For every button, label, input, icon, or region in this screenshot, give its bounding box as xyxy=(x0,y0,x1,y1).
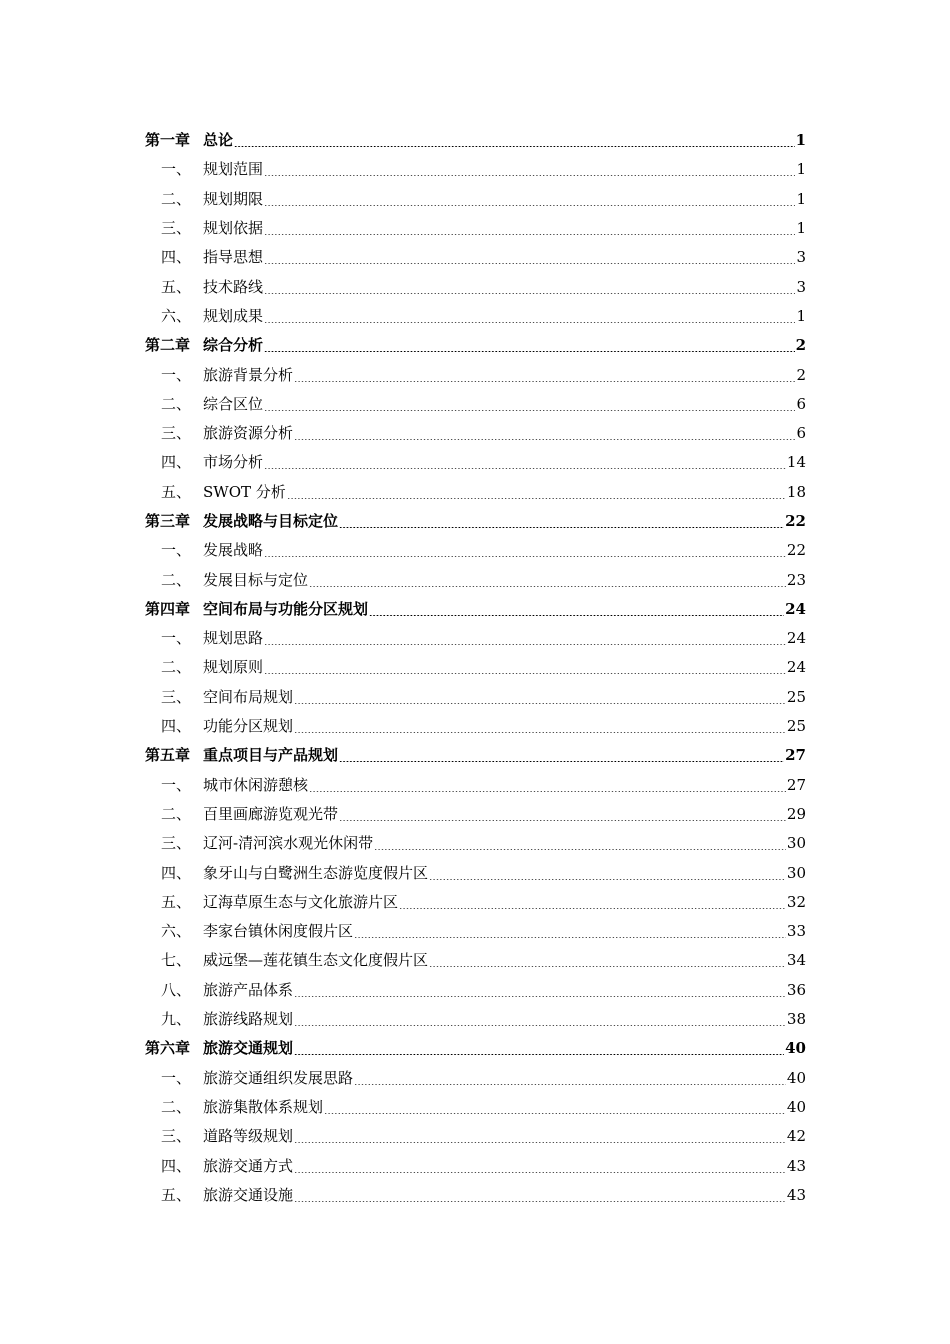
dot-leader xyxy=(294,1201,786,1202)
toc-section-entry[interactable] xyxy=(145,390,806,419)
toc-entry-title: 旅游交通方式 xyxy=(203,1156,294,1175)
toc-section-entry[interactable] xyxy=(145,829,806,858)
dot-leader xyxy=(287,498,786,499)
toc-section-entry[interactable] xyxy=(145,565,806,594)
toc-entry-number: 八、 xyxy=(161,980,192,999)
toc-page-number: 1 xyxy=(796,306,806,325)
toc-page-number: 3 xyxy=(796,277,806,296)
toc-page-number: 25 xyxy=(786,687,806,706)
toc-entry-title: 综合区位 xyxy=(203,394,264,413)
dot-leader xyxy=(264,673,786,674)
toc-entry-number: 五、 xyxy=(161,482,192,501)
toc-entry-title: 旅游背景分析 xyxy=(203,365,294,384)
toc-entry-title: 旅游产品体系 xyxy=(203,980,294,999)
toc-section-entry[interactable] xyxy=(145,155,806,184)
toc-page-number: 40 xyxy=(786,1097,806,1116)
toc-section-entry[interactable] xyxy=(145,1181,806,1210)
toc-section-entry[interactable] xyxy=(145,478,806,507)
toc-page-number: 24 xyxy=(785,599,806,618)
toc-section-entry[interactable] xyxy=(145,1093,806,1122)
toc-entry-number: 一、 xyxy=(161,1068,192,1087)
toc-entry-number: 一、 xyxy=(161,160,192,179)
toc-page-number: 38 xyxy=(786,1010,806,1029)
toc-entry-number: 三、 xyxy=(161,687,192,706)
toc-entry-title: 旅游交通组织发展思路 xyxy=(203,1068,354,1087)
toc-section-entry[interactable] xyxy=(145,888,806,917)
toc-page-number: 25 xyxy=(786,717,806,736)
toc-entry-title: 技术路线 xyxy=(203,277,264,296)
toc-section-entry[interactable] xyxy=(145,858,806,887)
toc-entry-title: 总论 xyxy=(203,131,234,150)
toc-chapter-entry[interactable] xyxy=(145,507,806,536)
dot-leader xyxy=(339,820,786,821)
toc-entry-number: 二、 xyxy=(161,189,192,208)
toc-page-number: 6 xyxy=(796,394,806,413)
toc-entry-number: 第二章 xyxy=(145,336,191,355)
toc-entry-title: 旅游线路规划 xyxy=(203,1010,294,1029)
toc-page-number: 14 xyxy=(786,453,806,472)
toc-page-number: 22 xyxy=(785,512,806,530)
toc-entry-title: 发展战略 xyxy=(203,541,264,560)
dot-leader xyxy=(399,908,786,909)
toc-section-entry[interactable] xyxy=(145,653,806,682)
toc-section-entry[interactable] xyxy=(145,185,806,214)
toc-entry-title: 规划期限 xyxy=(203,189,264,208)
toc-entry-title: 城市休闲游憩核 xyxy=(203,775,309,794)
toc-section-entry[interactable] xyxy=(145,1122,806,1151)
toc-entry-number: 第六章 xyxy=(145,1039,191,1058)
toc-entry-title: 发展战略与目标定位 xyxy=(203,512,339,530)
toc-entry-title: 综合分析 xyxy=(203,336,264,355)
dot-leader xyxy=(294,1054,784,1055)
toc-entry-number: 二、 xyxy=(161,804,192,823)
toc-page-number: 42 xyxy=(786,1127,806,1146)
dot-leader xyxy=(369,615,784,616)
toc-page-number: 43 xyxy=(786,1185,806,1204)
toc-entry-number: 第三章 xyxy=(145,512,191,530)
toc-entry-title: 百里画廊游览观光带 xyxy=(203,804,339,823)
toc-chapter-entry[interactable] xyxy=(145,1034,806,1063)
toc-section-entry[interactable] xyxy=(145,302,806,331)
dot-leader xyxy=(264,468,786,469)
toc-entry-title: 规划依据 xyxy=(203,219,264,238)
toc-entry-title: 旅游交通规划 xyxy=(203,1039,294,1058)
toc-section-entry[interactable] xyxy=(145,917,806,946)
toc-entry-title: 旅游交通设施 xyxy=(203,1185,294,1204)
dot-leader xyxy=(309,791,786,792)
toc-page-number: 32 xyxy=(786,892,806,911)
toc-entry-number: 一、 xyxy=(161,775,192,794)
toc-chapter-entry[interactable] xyxy=(145,331,806,360)
dot-leader xyxy=(264,205,795,206)
dot-leader xyxy=(264,293,795,294)
dot-leader xyxy=(339,761,784,762)
toc-entry-number: 六、 xyxy=(161,922,192,941)
toc-chapter-entry[interactable] xyxy=(145,741,806,770)
toc-page-number: 27 xyxy=(786,775,806,794)
toc-page-number: 24 xyxy=(786,658,806,677)
dot-leader xyxy=(264,234,795,235)
dot-leader xyxy=(354,1084,786,1085)
toc-page-number: 40 xyxy=(785,1039,806,1058)
toc-entry-number: 二、 xyxy=(161,570,192,589)
toc-page-number: 24 xyxy=(786,629,806,648)
dot-leader xyxy=(339,527,784,528)
dot-leader xyxy=(294,1142,786,1143)
toc-section-entry[interactable] xyxy=(145,946,806,975)
dot-leader xyxy=(429,879,786,880)
toc-section-entry[interactable] xyxy=(145,712,806,741)
dot-leader xyxy=(264,556,786,557)
toc-entry-title: 重点项目与产品规划 xyxy=(203,746,339,765)
toc-entry-title: 辽河-清河滨水观光休闲带 xyxy=(203,834,374,853)
toc-page-number: 6 xyxy=(796,424,806,443)
toc-section-entry[interactable] xyxy=(145,976,806,1005)
toc-page-number: 34 xyxy=(786,951,806,970)
toc-entry-number: 一、 xyxy=(161,629,192,648)
toc-section-entry[interactable] xyxy=(145,272,806,301)
toc-entry-number: 二、 xyxy=(161,394,192,413)
toc-page-number: 30 xyxy=(786,834,806,853)
toc-section-entry[interactable] xyxy=(145,243,806,272)
toc-page-number: 1 xyxy=(796,219,806,238)
toc-entry-title: 指导思想 xyxy=(203,248,264,267)
toc-entry-number: 第一章 xyxy=(145,131,191,150)
dot-leader xyxy=(234,146,795,147)
toc-entry-title: 规划成果 xyxy=(203,306,264,325)
toc-entry-title: 旅游资源分析 xyxy=(203,424,294,443)
toc-entry-number: 四、 xyxy=(161,1156,192,1175)
dot-leader xyxy=(294,996,786,997)
toc-section-entry[interactable] xyxy=(145,683,806,712)
dot-leader xyxy=(264,644,786,645)
toc-entry-title: 旅游集散体系规划 xyxy=(203,1097,324,1116)
toc-entry-title: 规划思路 xyxy=(203,629,264,648)
toc-entry-title: 规划原则 xyxy=(203,658,264,677)
toc-page-number: 18 xyxy=(786,482,806,501)
toc-entry-number: 二、 xyxy=(161,658,192,677)
toc-page-number: 1 xyxy=(796,160,806,179)
toc-page-number: 1 xyxy=(795,131,806,150)
toc-entry-number: 三、 xyxy=(161,424,192,443)
toc-entry-number: 三、 xyxy=(161,834,192,853)
toc-entry-number: 四、 xyxy=(161,453,192,472)
toc-entry-title: 李家台镇休闲度假片区 xyxy=(203,922,354,941)
toc-section-entry[interactable] xyxy=(145,624,806,653)
toc-entry-number: 一、 xyxy=(161,541,192,560)
toc-entry-title: 象牙山与白鹭洲生态游览度假片区 xyxy=(203,863,429,882)
toc-entry-number: 四、 xyxy=(161,248,192,267)
dot-leader xyxy=(374,849,786,850)
toc-section-entry[interactable] xyxy=(145,448,806,477)
table-of-contents xyxy=(145,126,806,1210)
toc-page-number: 36 xyxy=(786,980,806,999)
dot-leader xyxy=(264,175,795,176)
dot-leader xyxy=(264,351,795,352)
dot-leader xyxy=(294,1172,786,1173)
toc-entry-number: 五、 xyxy=(161,277,192,296)
dot-leader xyxy=(294,732,786,733)
toc-page-number: 27 xyxy=(785,746,806,765)
toc-entry-title: 辽海草原生态与文化旅游片区 xyxy=(203,892,399,911)
toc-entry-title: SWOT 分析 xyxy=(203,482,286,501)
dot-leader xyxy=(294,703,786,704)
toc-entry-number: 五、 xyxy=(161,892,192,911)
toc-chapter-entry[interactable] xyxy=(145,126,806,155)
toc-page-number: 22 xyxy=(786,541,806,560)
toc-page-number: 40 xyxy=(786,1068,806,1087)
toc-section-entry[interactable] xyxy=(145,536,806,565)
toc-page-number: 43 xyxy=(786,1156,806,1175)
toc-section-entry[interactable] xyxy=(145,419,806,448)
toc-entry-title: 威远堡—莲花镇生态文化度假片区 xyxy=(203,951,429,970)
dot-leader xyxy=(294,1025,786,1026)
toc-entry-number: 第四章 xyxy=(145,599,191,618)
toc-entry-title: 道路等级规划 xyxy=(203,1127,294,1146)
dot-leader xyxy=(324,1113,786,1114)
toc-entry-number: 三、 xyxy=(161,219,192,238)
dot-leader xyxy=(264,263,795,264)
toc-entry-title: 发展目标与定位 xyxy=(203,570,309,589)
toc-entry-number: 二、 xyxy=(161,1097,192,1116)
toc-entry-number: 三、 xyxy=(161,1127,192,1146)
dot-leader xyxy=(354,937,786,938)
toc-entry-number: 六、 xyxy=(161,306,192,325)
toc-page-number: 33 xyxy=(786,922,806,941)
toc-entry-number: 七、 xyxy=(161,951,192,970)
toc-section-entry[interactable] xyxy=(145,214,806,243)
dot-leader xyxy=(294,381,795,382)
toc-section-entry[interactable] xyxy=(145,1151,806,1180)
toc-page-number: 30 xyxy=(786,863,806,882)
toc-entry-number: 四、 xyxy=(161,717,192,736)
toc-chapter-entry[interactable] xyxy=(145,595,806,624)
dot-leader xyxy=(264,410,795,411)
toc-entry-title: 空间布局与功能分区规划 xyxy=(203,599,369,618)
toc-entry-title: 空间布局规划 xyxy=(203,687,294,706)
toc-section-entry[interactable] xyxy=(145,771,806,800)
toc-entry-title: 规划范围 xyxy=(203,160,264,179)
toc-entry-title: 功能分区规划 xyxy=(203,717,294,736)
toc-page-number: 2 xyxy=(795,336,806,355)
toc-entry-number: 九、 xyxy=(161,1010,192,1029)
toc-entry-number: 四、 xyxy=(161,863,192,882)
toc-entry-number: 第五章 xyxy=(145,746,191,765)
toc-section-entry[interactable] xyxy=(145,1005,806,1034)
toc-section-entry[interactable] xyxy=(145,1064,806,1093)
toc-section-entry[interactable] xyxy=(145,800,806,829)
toc-section-entry[interactable] xyxy=(145,360,806,389)
toc-page-number: 29 xyxy=(786,804,806,823)
dot-leader xyxy=(429,966,786,967)
toc-entry-number: 一、 xyxy=(161,365,192,384)
dot-leader xyxy=(264,322,795,323)
toc-page-number: 1 xyxy=(796,189,806,208)
toc-page-number: 2 xyxy=(796,365,806,384)
toc-entry-number: 五、 xyxy=(161,1185,192,1204)
dot-leader xyxy=(294,439,795,440)
dot-leader xyxy=(309,586,786,587)
toc-entry-title: 市场分析 xyxy=(203,453,264,472)
toc-page-number: 23 xyxy=(786,570,806,589)
toc-page-number: 3 xyxy=(796,248,806,267)
